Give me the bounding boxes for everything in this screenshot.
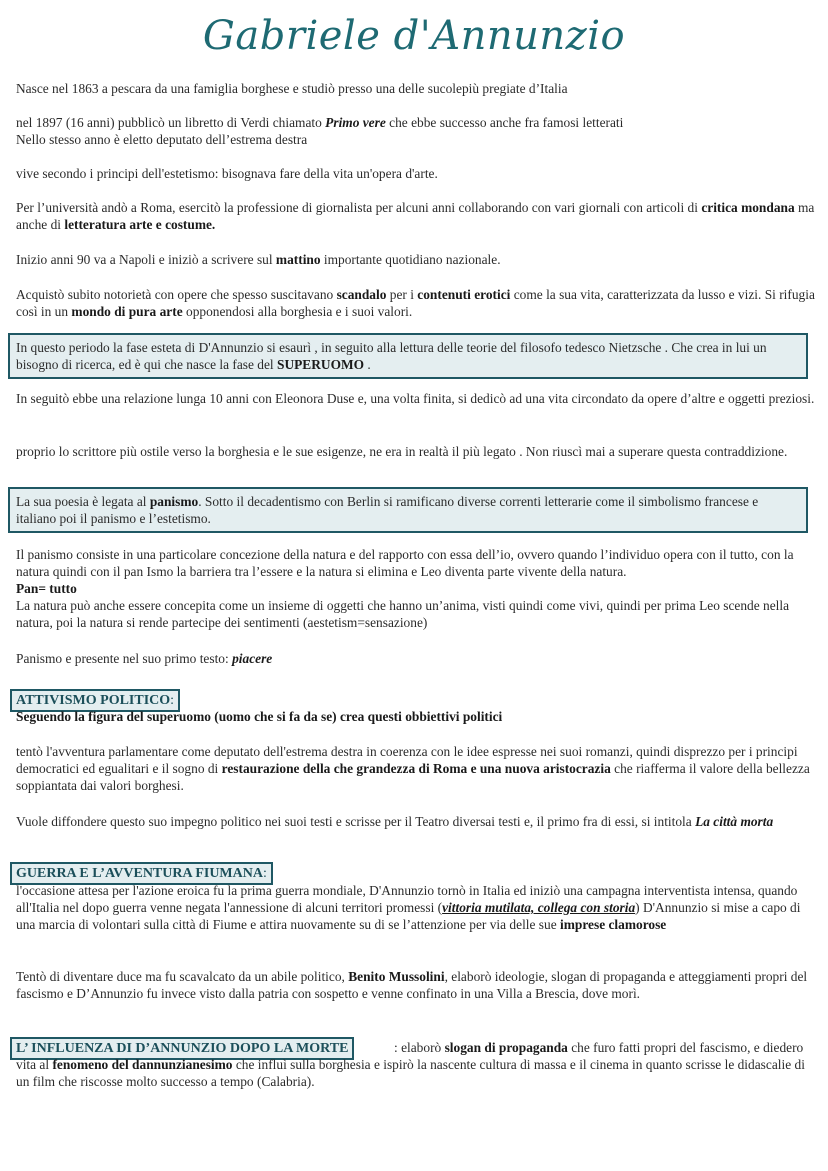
paragraph-piacere: Panismo e presente nel suo primo testo: piacere — [16, 651, 273, 666]
highlight-box-superuomo: In questo periodo la fase esteta di D'Annunzio si esaurì , in seguito alla lettura delle teorie del filosofo tedesco Nietzsche . Che crea in lui un bisogno di ricerca, ed è qui che nasce la fase del SUPERUOMO . — [8, 333, 808, 379]
highlight-box-panismo: La sua poesia è legata al panismo. Sotto il decadentismo con Berlin si ramificano diverse correnti letterarie come il simbolismo francese e italiano poi il panismo e l’estetismo. — [8, 487, 808, 533]
paragraph-influenza: : elaborò slogan di propaganda che furo fatti propri del fascismo, e diedero vita al fenomeno del dannunzianesimo che influì sulla borghesia e ispirò la nascente cultura di massa e il cinema in quanto scrisse le didascalie di un film che riscosse molto successo a tempo (Calabria). — [16, 1040, 805, 1089]
section-heading-attivismo: ATTIVISMO POLITICO: — [10, 689, 180, 712]
section-heading-guerra: GUERRA E L’AVVENTURA FIUMANA: — [10, 862, 273, 885]
paragraph-napoli: Inizio anni 90 va a Napoli e iniziò a scrivere sul mattino importante quotidiano nazionale. — [16, 252, 501, 267]
paragraph-contraddizione: proprio lo scrittore più ostile verso la borghesia e le sue esigenze, ne era in realtà il più legato . Non riuscì mai a superare questa contraddizione. — [16, 444, 788, 459]
paragraph-roma: Per l’università andò a Roma, esercitò la professione di giornalista per alcuni anni collaborando con vari giornali con articoli di critica mondana ma anche di letteratura arte e costume. — [16, 200, 815, 232]
paragraph-mussolini: Tentò di diventare duce ma fu scavalcato da un abile politico, Benito Mussolini, elaborò ideologie, slogan di propaganda e atteggiamenti propri del fascismo e D’Annunzio fu invece visto dalla patria con sospetto e venne confinato in una Villa a Brescia, dove morì. — [16, 969, 808, 1001]
paragraph-obbiettivi: Seguendo la figura del superuomo (uomo che si fa da se) crea questi obbiettivi politici — [16, 709, 503, 724]
paragraph-estetismo: vive secondo i principi dell'estetismo: bisognava fare della vita un'opera d'arte. — [16, 166, 438, 181]
paragraph-primo-vere: nel 1897 (16 anni) pubblicò un libretto di Verdi chiamato Primo vere che ebbe successo anche fra famosi letterati Nello stesso anno è eletto deputato dell’estrema destra — [16, 115, 624, 147]
page-title: Gabriele d'Annunzio — [202, 13, 626, 59]
paragraph-notorieta: Acquistò subito notorietà con opere che spesso suscitavano scandalo per i contenuti erotici come la sua vita, caratterizzata da lusso e vizi. Si rifugia così in un mondo di pura arte opponendosi alla borghesia e i suoi valori. — [16, 287, 815, 319]
paragraph-birth: Nasce nel 1863 a pescara da una famiglia borghese e studiò presso una delle sucolepiù pregiate d’Italia — [16, 81, 568, 96]
paragraph-citta-morta: Vuole diffondere questo suo impegno politico nei suoi testi e scrisse per il Teatro diversai testi e, il primo fra di essi, si intitola La città morta — [16, 814, 774, 829]
paragraph-panismo: Il panismo consiste in una particolare concezione della natura e del rapporto con essa dell’io, ovvero quando l’individuo opera con il tutto, con la natura quindi con il pan Ismo la barriera tra l’essere e la natura si elimina e Leo diventa parte vivente della natura. Pan= tutto La natura può anche essere concepita come un insieme di oggetti che hanno un’anima, visti quindi come vivi, quindi per prima Leo scende nella natura, poi la natura si rende partecipe dei sentimenti (aestetism=sensazione) — [16, 547, 794, 630]
paragraph-fiume: l'occasione attesa per l'azione eroica fu la prima guerra mondiale, D'Annunzio tornò in Italia ed iniziò una campagna interventista intensa, quando all'Italia nel dopo guerra venne negata l'annessione di alcuni territori promessi (vittoria mutilata, collega con storia) D'Annunzio si mise a capo di una marcia di volontari sulla città di Fiume e attira nuovamente su di se l’attenzione per via delle sue imprese clamorose — [16, 883, 801, 932]
paragraph-avventura-parlamentare: tentò l'avventura parlamentare come deputato dell'estrema destra in coerenza con le idee espresse nei suoi romanzi, quindi disprezzo per i principi democratici ed egualitari e il sogno di restaurazione della che grandezza di Roma e una nuova aristocrazia che riafferma il valore della bellezza soppiantata dai valori borghesi. — [16, 744, 810, 793]
section-heading-influenza: L’ INFLUENZA DI D’ANNUNZIO DOPO LA MORTE — [10, 1037, 354, 1060]
paragraph-duse: In seguitò ebbe una relazione lunga 10 anni con Eleonora Duse e, una volta finita, si dedicò ad una vita circondato da opere d’altre e oggetti preziosi. — [16, 391, 815, 406]
